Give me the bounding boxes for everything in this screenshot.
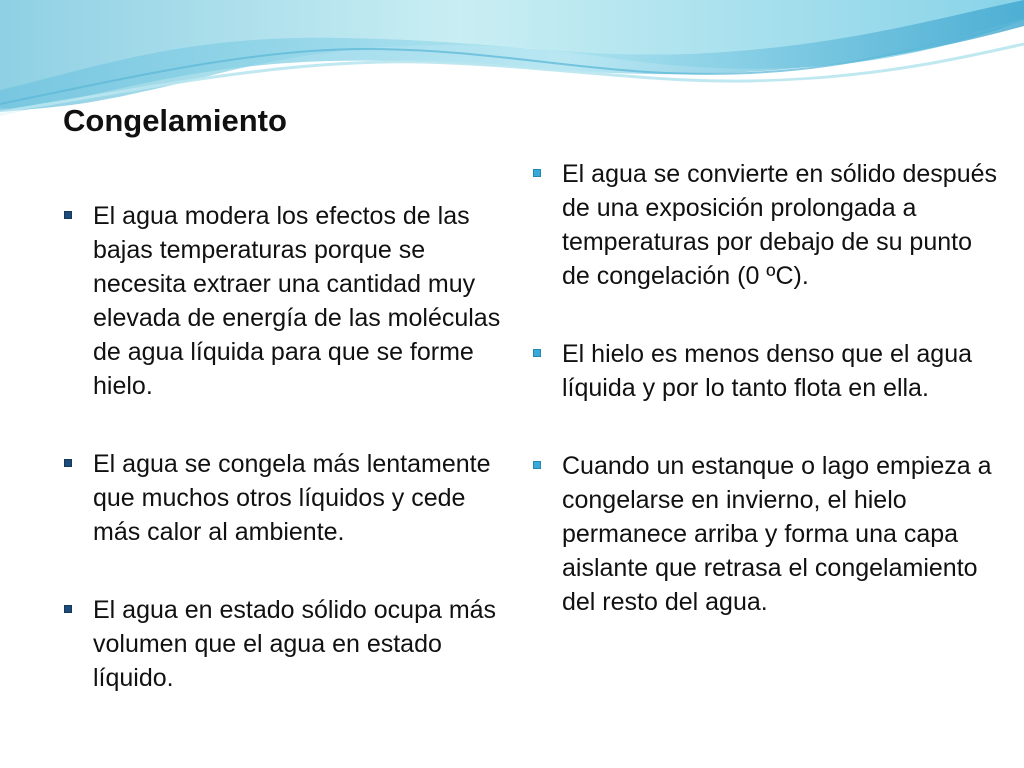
square-bullet-icon: [533, 349, 541, 357]
right-bullet-item: [531, 157, 1001, 293]
left-bullet-list: [62, 199, 512, 739]
square-bullet-icon: [64, 211, 72, 219]
right-bullet-text: El agua se convierte en sólido después de una exposición prolongada a temperaturas por debajo de su punto de congelación (0 ºC).: [562, 160, 998, 290]
left-bullet-item: [62, 593, 512, 695]
left-bullet-item: [62, 199, 512, 403]
square-bullet-icon: [64, 459, 72, 467]
left-bullet-text: El agua en estado sólido ocupa más volumen que el agua en estado líquido.: [93, 596, 497, 692]
left-bullet-text: El agua modera los efectos de las bajas temperaturas porque se necesita extraer una cantidad muy elevada de energía de las moléculas de agua líquida para que se forme hielo.: [93, 202, 501, 400]
left-bullet-text: El agua se congela más lentamente que muchos otros líquidos y cede más calor al ambiente.: [93, 450, 491, 546]
right-bullet-text: El hielo es menos denso que el agua líquida y por lo tanto flota en ella.: [562, 340, 973, 402]
square-bullet-icon: [533, 461, 541, 469]
square-bullet-icon: [64, 605, 72, 613]
slide-title: Congelamiento: [63, 103, 287, 138]
left-bullet-item: [62, 447, 512, 549]
right-bullet-list: [531, 157, 1001, 663]
right-bullet-text: Cuando un estanque o lago empieza a congelarse en invierno, el hielo permanece arriba y forma una capa aislante que retrasa el congelamiento del resto del agua.: [562, 452, 992, 616]
right-bullet-item: [531, 337, 1001, 405]
right-bullet-item: [531, 449, 1001, 619]
square-bullet-icon: [533, 169, 541, 177]
